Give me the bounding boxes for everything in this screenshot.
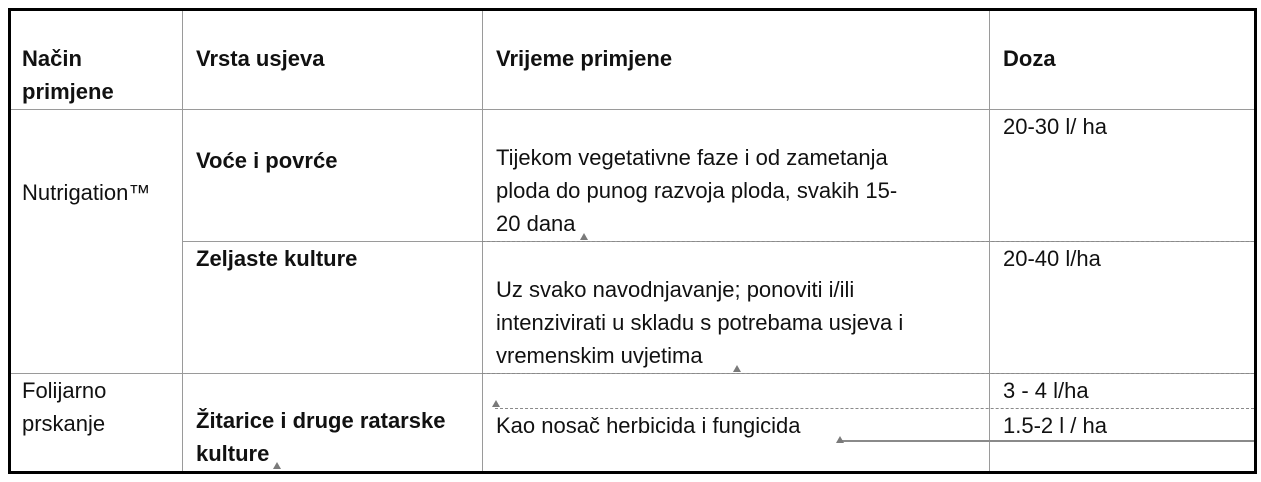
timing-herbaceous-line3: vremenskim uvjetima bbox=[496, 343, 703, 368]
dose-herbaceous: 20-40 l/ha bbox=[1003, 246, 1101, 271]
crop-fruit-veg: Voće i povrće bbox=[196, 148, 338, 173]
dose-fruit-veg: 20-30 l/ ha bbox=[1003, 114, 1107, 139]
method-foliar-line2: prskanje bbox=[22, 411, 106, 436]
row-divider-nutrigation-foliar-dashed bbox=[482, 373, 1254, 374]
dose-foliar-1: 3 - 4 l/ha bbox=[1003, 378, 1089, 403]
method-nutrigation: Nutrigation™ bbox=[22, 180, 151, 205]
header-timing: Vrijeme primjene bbox=[496, 46, 673, 71]
crop-cereals-line2: kulture bbox=[196, 441, 270, 466]
anchor-marker bbox=[492, 400, 500, 407]
header-method-line2: primjene bbox=[22, 79, 114, 104]
method-foliar-line1: Folijarno bbox=[22, 378, 107, 403]
anchor-marker bbox=[580, 233, 588, 240]
timing-herbaceous-line2: intenzivirati u skladu s potrebama usjeva i bbox=[496, 310, 904, 335]
timing-foliar: Kao nosač herbicida i fungicida bbox=[496, 413, 801, 438]
timing-fruit-veg-line2: ploda do punog razvoja ploda, svakih 15- bbox=[496, 178, 898, 203]
header-crop: Vrsta usjeva bbox=[196, 46, 325, 71]
header-divider bbox=[11, 109, 1254, 110]
anchor-marker bbox=[836, 436, 844, 443]
timing-herbaceous-line1: Uz svako navodnjavanje; ponoviti i/ili bbox=[496, 277, 855, 302]
row-divider-fruit-herbaceous-dashed bbox=[482, 241, 1254, 242]
anchor-marker bbox=[733, 365, 741, 372]
anchor-marker bbox=[273, 462, 281, 469]
timing-fruit-veg-line3: 20 dana bbox=[496, 211, 576, 236]
dose-foliar-2: 1.5-2 l / ha bbox=[1003, 413, 1107, 438]
crop-cereals-line1: Žitarice i druge ratarske bbox=[196, 408, 446, 433]
row-divider-foliar-doses bbox=[495, 408, 1254, 409]
timing-fruit-veg-line1: Tijekom vegetativne faze i od zametanja bbox=[496, 145, 888, 170]
header-method-line1: Način bbox=[22, 46, 82, 71]
crop-herbaceous: Zeljaste kulture bbox=[196, 246, 358, 271]
header-dose: Doza bbox=[1003, 46, 1056, 71]
